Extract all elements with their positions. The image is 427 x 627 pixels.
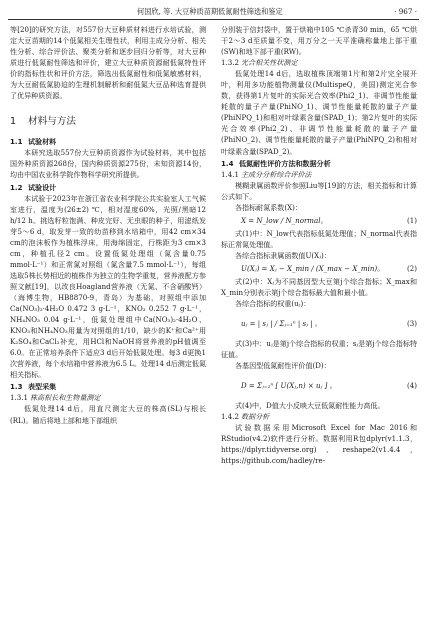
subsection-title: 试验材料 xyxy=(28,137,57,147)
subsubsection-title: 主成分分析综合评价法 xyxy=(241,169,312,179)
paragraph: 式(3)中：uⱼ是第j个综合指标的权重；sⱼ是第j个综合指标特征值。 xyxy=(221,339,417,360)
subsection-number: 1.3 xyxy=(10,382,23,392)
paragraph: 试验数据采用Microsoft Excel for Mac 2016和RStudio(v4.2)软件进行分析。数据利用R包dplyr(v1.1.3，https://dplyr.tidyverse.org)、reshape2(v1.4.4，https://github.com/hadley/re- xyxy=(221,423,417,466)
paragraph: 本研究选取557份大豆种质资源作为试验材料，其中包括国外种质资源268份，国内种质资源275份，未知资源14份，均由中国农业科学院作物科学研究所提供。 xyxy=(10,148,206,180)
paragraph: 各基因型低氮耐性评价值(D)： xyxy=(235,361,331,371)
paragraph: 分别装于信封袋中，置于烘箱中105 ℃杀青30 min，65 ℃烘干2～3 d至质量不变，用万分之一天平准确称量地上部干重(SW)和地下部干重(RW)。 xyxy=(221,25,417,57)
left-column xyxy=(10,24,206,426)
equation-number: (1) xyxy=(407,215,417,225)
header-rule xyxy=(8,19,419,20)
subsubsection-heading xyxy=(221,411,417,422)
paragraph: 低氮处理14 d后，用直尺测定大豆的株高(SL)与根长(RL)。随后将地上部和地下部组织 xyxy=(10,404,206,425)
subsection-heading xyxy=(10,182,206,193)
paragraph: 式(4)中，D值大小反映大豆低氮耐性能力高低。 xyxy=(235,401,385,411)
equation xyxy=(221,309,417,338)
subsection-heading xyxy=(10,381,206,392)
equation xyxy=(221,213,417,228)
paragraph: 低氮处理14 d后，选取植株顶端第1片和第2片完全展开叶，利用多功能植物测量仪(MultispeQ，美国)测定光合参数，获得第1片复叶的实际光合效率(Phi2_1)、非调节性能量耗散的量子产量(PhiNO_1)、调节性能量耗散的量子产量(PhiNPQ_1)和相对叶绿素含量(SPAD_1)；第2片复叶的实际光合效率(Phi2_2)、非调节性能量耗散的量子产量(PhiNO_2)、调节性能量耗散的量子产量(PhiNPQ_2)和相对叶绿素含量(SPAD_2)。 xyxy=(221,69,417,156)
equation-body: uⱼ = | sⱼ | / Σⱼ₌₁ⁿ | sⱼ | 。 xyxy=(241,319,322,329)
paragraph: 各指标耐氮系数(X)： xyxy=(235,202,302,212)
subsection-number: 1.2 xyxy=(10,182,23,192)
equation-body: X = N_low / N_normal。 xyxy=(241,215,328,225)
paragraph: 本试验于2023年在浙江省农业科学院公共实验室人工气候室进行，温度为(26±2) ℃，相对湿度60%，光照/黑暗12 h/12 h。挑选籽粒饱满、种皮完好、无虫眼的种子，用滤纸发芽5～6 d，取发芽一致的幼苗移到水培箱中，用42 cm×34 cm的泡沫板作为植株浮床，用海绵固定，行株距为3 cm×3 cm，种植孔径2 cm。设置低氮处理组（氮含量0.75 mmol·L⁻¹）和正常氮对照组（氮含量7.5 mmol·L⁻¹），每组选取5株长势相近的植株作为独立的生物学重复，营养液配方参照文献[19]，以改良Hoagland营养液（无氮、不含硝酸钙）（海博生物，HB8870-9，青岛）为基础，对照组中添加Ca(NO₃)₂·4H₂O 0.472 3 g·L⁻¹，KNO₃ 0.252 7 g·L⁻¹，NH₄NO₃ 0.04 g·L⁻¹，低氮处理组中Ca(NO₃)₂·4H₂O、KNO₃和NH₄NO₃用量为对照组的1/10，缺少的K⁺和Ca²⁺用K₂SO₄和CaCl₂补充，用HCl和NaOH将营养液的pH值调至6.0。在正常培养条件下适应3 d后开始低氮处理。每3 d更换1次营养液，每个水培箱中营养液为6.5 L。处理14 d后测定低氮相关指标。 xyxy=(10,193,206,380)
equation-number: (2) xyxy=(407,263,417,273)
equation-body: U(Xⱼ) = Xⱼ − X_min / (X_max − X_min)。 xyxy=(241,263,385,273)
subsubsection-title: 光合相关性状测定 xyxy=(241,58,298,68)
paragraph: 式(2)中：Xⱼ为不同基因型大豆第j个综合指标；X_max和X_min分别表示第j个综合指标最大值和最小值。 xyxy=(221,276,417,297)
equation-number: (3) xyxy=(407,319,417,329)
right-column xyxy=(221,24,417,467)
running-header xyxy=(0,0,427,22)
subsection-number: 1.4 xyxy=(221,158,234,168)
subsection-title: 试验设计 xyxy=(28,182,57,192)
equation-number: (4) xyxy=(407,381,417,391)
subsection-title: 低氮耐性评价方法和数据分析 xyxy=(239,158,331,168)
subsubsection-number: 1.3.1 xyxy=(10,393,28,403)
subsubsection-title: 数据分析 xyxy=(241,412,270,422)
subsubsection-heading xyxy=(10,392,206,403)
subsubsection-number: 1.4.2 xyxy=(221,412,239,422)
subsubsection-heading xyxy=(221,169,417,180)
subsection-number: 1.1 xyxy=(10,137,23,147)
page-number: · 967 · xyxy=(394,7,417,16)
section-number: 1 xyxy=(10,116,17,128)
subsubsection-number: 1.3.2 xyxy=(221,58,239,68)
running-title: 何国欣, 等. 大豆种质苗期低氮耐性筛选和鉴定 xyxy=(137,7,283,16)
section-heading xyxy=(10,116,206,128)
subsubsection-heading xyxy=(221,57,417,68)
paragraph: 模糊隶属函数评价参照Liu等[19]的方法，相关指标和计算公式如下。 xyxy=(221,180,417,201)
paragraph: 等[20]的研究方法，对557份大豆种质材料进行水培试验，测定大豆苗期的14个低氮相关生理性状，利用主成分分析、相关性分析、综合评价法、聚类分析和逐步回归分析等，对大豆种质进行低氮耐性筛选和评价，建立大豆种质资源耐低氮特性评价的指标性状和评价方法，筛选出低氮耐性和低氮敏感材料，为大豆耐低氮胁迫的生理机制解析和耐低氮大豆品种选育提供了优异种质资源。 xyxy=(10,25,206,101)
subsection-title: 表型采集 xyxy=(28,382,57,392)
section-title: 材料与方法 xyxy=(28,116,76,128)
paragraph: 各综合指标隶属函数值U(Xⱼ)： xyxy=(235,250,331,260)
paragraph: 各综合指标的权重(uⱼ)： xyxy=(235,299,311,309)
paragraph: 式(1)中：N_low代表指标低氮处理值；N_normal代表指标正常氮处理值。 xyxy=(221,228,417,249)
subsubsection-number: 1.4.1 xyxy=(221,169,239,179)
equation xyxy=(221,371,417,400)
equation-body: D = Σⱼ₌₁ⁿ [ U(Xⱼ,n) × uⱼ ] 。 xyxy=(241,381,337,391)
subsection-heading xyxy=(10,136,206,147)
equation xyxy=(221,261,417,276)
subsection-heading xyxy=(221,158,417,169)
subsubsection-title: 株高根长和生物量测定 xyxy=(30,393,101,403)
